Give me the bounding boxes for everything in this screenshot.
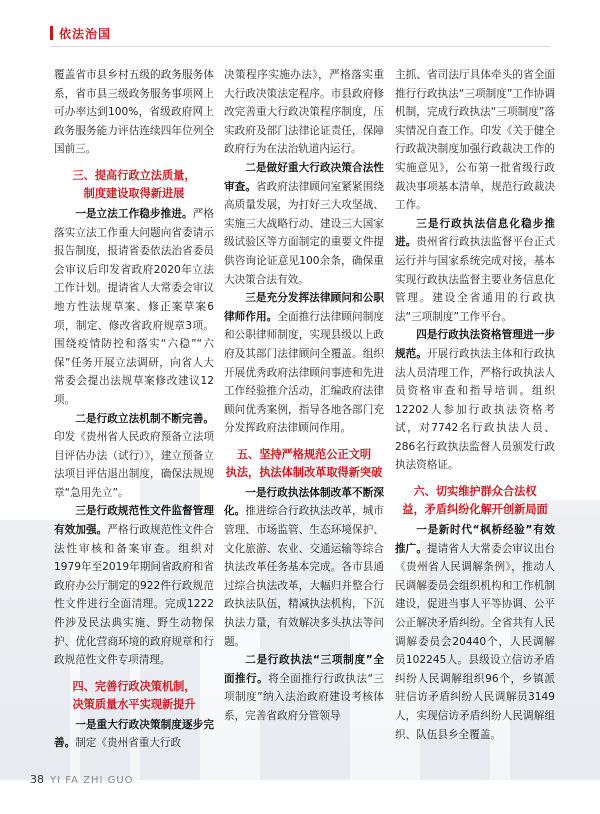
column-1 (54, 66, 214, 753)
paragraph-lead: 二是做好重大行政决策合法性审查。 (224, 161, 384, 193)
column-3 (395, 66, 555, 744)
paragraph-lead: 三是充分发挥法律顾问和公职律师作用。 (224, 292, 384, 323)
paragraph-lead: 一是立法工作稳步推进。 (75, 207, 193, 220)
paragraph-lead: 一是行政执法体制改革不断深化。 (224, 486, 384, 518)
paragraph-lead: 四是行政执法资格管理进一步规范。 (395, 329, 555, 360)
paragraph-lead: 二是行政执法“三项制度”全面推行。 (224, 654, 384, 685)
paragraph: 一是新时代“枫桥经验”有效推广。提请省人大常委会审议出台《贵州省人民调解条例》，推动人民调解委员会组织机构和工作机制建设，促进当事人平等协调、公平公正解决矛盾纠纷。全省共有人民调解委员会20440个，人民调解员102245人。县级设立信访矛盾纠纷人民调解组织96个，乡镇派驻信访矛盾纠纷人民调解员3149人，实现信访矛盾纠纷人民调解组织、队伍县乡全覆盖。 (395, 524, 555, 741)
page-footer (30, 773, 134, 786)
section-heading-5: 五、坚持严格规范公正文明 执法，执法体制改革取得新突破 (225, 447, 383, 479)
column-2 (224, 66, 384, 726)
paragraph: 主抓、省司法厅具体牵头的省全面推行行政执法“三项制度”工作协调机制，完成行政执法“三项制度”落实情况自查工作。印发《关于健全行政裁决制度加强行政裁决工作的实施意见》，公布第一批省级行政裁决事项基本清单，规范行政裁决工作。 (395, 69, 555, 212)
paragraph: 三是行政执法信息化稳步推进。贵州省行政执法监督平台正式运行并与国家系统完成对接，基本实现行政执法监督主要业务信息化管理。建设全省通用的行政执法“三项制度”工作平台。 (395, 217, 555, 323)
paragraph: 四是行政执法资格管理进一步规范。开展行政执法主体和行政执法人员清理工作，严格行政执法人员资格审查和指导培训。组织12202人参加行政执法资格考试，对7742名行政执法人员、286名行政执法监督人员颁发行政执法资格证。 (395, 329, 555, 472)
paragraph-lead: 三是行政规范性文件监督管理有效加强。 (54, 505, 214, 537)
paragraph: 二是行政执法“三项制度”全面推行。将全面推行行政执法“三项制度”纳入法治政府建设考核体系，完善省政府分管领导 (224, 654, 385, 722)
paragraph: 覆盖省市县乡村五级的政务服务体系，省市县三级政务服务事项网上可办率达到100%，省级政府网上政务服务能力评估连续四年位列全国前三。 (54, 69, 214, 156)
paragraph: 决策程序实施办法》，严格落实重大行政决策法定程序。市县政府修改完善重大行政决策程序制度，压实政府及部门法律论证责任，保障政府行为在法治轨道内运行。 (224, 69, 384, 156)
section-heading-6: 六、切实维护群众合法权 益，矛盾纠纷化解开创新局面 (402, 485, 548, 517)
paragraph-lead: 一是新时代“枫桥经验”有效推广。 (395, 524, 555, 555)
paragraph-lead: 一是重大行政决策制度逐步完善。 (54, 718, 214, 750)
paragraph: 二是行政立法机制不断完善。印发《贵州省人民政府预备立法项目评估办法（试行）》，建立预备立法项目评估退出制度，确保法规规章“急用先立”。 (54, 412, 214, 499)
paragraph: 一是重大行政决策制度逐步完善。制定《贵州省重大行政 (54, 718, 214, 750)
paragraph-lead: 二是行政立法机制不断完善。 (75, 412, 214, 425)
section-header (50, 24, 111, 42)
section-heading-3: 三、提高行政立法质量， 制度建设取得新进展 (72, 168, 196, 200)
header-title: 依法治国 (59, 26, 112, 41)
header-divider (50, 46, 550, 47)
paragraph: 二是做好重大行政决策合法性审查。省政府法律顾问室紧紧围绕高质量发展，为打好三大攻坚战、实施三大战略行动、建设三大国家级试验区等方面制定的重要文件提供咨询论证意见100余条，确保重大决策合法有效。 (224, 161, 384, 286)
paragraph: 一是立法工作稳步推进。严格落实立法工作重大问题向省委请示报告制度，报请省委依法治省委员会审议后印发省政府2020年立法工作计划。提请省人大常委会审议地方性法规草案、修正案草案6项，制定、修改省政府规章3项。围绕疫情防控和落实“六稳”“六保”任务开展立法调研，向省人大常委会提出法规草案修改建议12项。 (54, 207, 215, 406)
paragraph: 三是行政规范性文件监督管理有效加强。严格行政规范性文件合法性审核和备案审查。组织对1979年至2019年期间省政府和省政府办公厅制定的922件行政规范性文件进行全面清理。完成1222件涉及民法典实施、野生动物保护、优化营商环境的政府规章和行政规范性文件专项清理。 (54, 505, 214, 667)
footer-brand: YI FA ZHI GUO (50, 775, 134, 786)
section-heading-4: 四、完善行政决策机制， 决策质量水平实现新提升 (72, 679, 196, 711)
paragraph-lead: 三是行政执法信息化稳步推进。 (395, 217, 555, 249)
page-number: 38 (30, 773, 44, 786)
paragraph: 三是充分发挥法律顾问和公职律师作用。全面推行法律顾问制度和公职律师制度，实现县级以上政府及其部门法律顾问全覆盖。组织开展优秀政府法律顾问事迹和先进工作经验推介活动，汇编政府法律顾问优秀案例，指导各地各部门充分发挥政府法律顾问作用。 (224, 292, 384, 435)
paragraph: 一是行政执法体制改革不断深化。推进综合行政执法改革，城市管理、市场监管、生态环境保护、文化旅游、农业、交通运输等综合执法改革任务基本完成。各市县通过综合执法改革，大幅归并整合行政执法队伍，精减执法机构，下沉执法力量，有效解决多头执法等问题。 (224, 486, 384, 648)
header-accent-bar (50, 26, 53, 40)
